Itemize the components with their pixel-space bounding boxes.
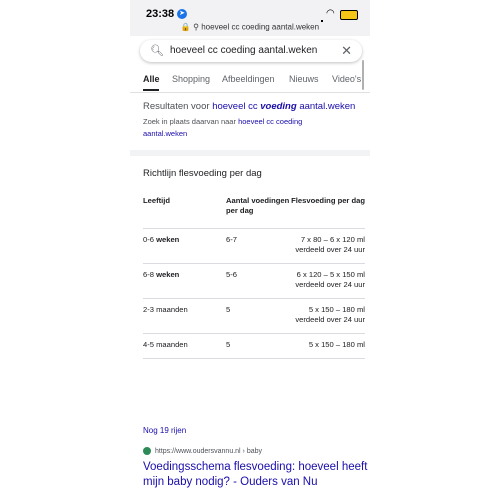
search-icon-small: ⚲ [193,22,199,32]
correction-prefix: Resultaten voor [143,101,210,112]
cell-age: 0-6 weken [143,229,226,264]
cell-count: 5 [226,334,291,359]
corrected-query-link[interactable]: hoeveel cc voeding aantal.weken [212,101,356,112]
result-source[interactable] [143,447,262,455]
cell-count: 5-6 [226,264,291,299]
cell-amount: 7 x 80 – 6 x 120 ml verdeeld over 24 uur [291,229,365,264]
tab-shopping[interactable]: Shopping [172,74,211,84]
location-icon: ➤ [177,9,187,19]
tab-scroll-indicator [362,60,364,90]
snippet-title: Richtlijn flesvoeding per dag [143,168,262,179]
table-row [143,299,365,334]
tab-videos[interactable]: Video's [332,74,362,84]
clock: 23:38 [146,8,175,20]
close-icon[interactable]: ✕ [341,43,352,58]
table-row [143,229,365,264]
cell-age: 4-5 maanden [143,334,226,359]
site-favicon [143,447,151,455]
search-tabs [130,70,370,93]
table-header-row [143,192,365,229]
tab-afbeeldingen[interactable]: Afbeeldingen [222,74,275,84]
more-rows-link[interactable]: Nog 19 rijen [143,426,187,435]
header-aantal: Aantal voedingen per dag [226,192,291,229]
search-input[interactable]: hoeveel cc coeding aantal.weken [170,45,318,56]
battery-icon [340,10,358,20]
cell-count: 5 [226,299,291,334]
search-instead [143,116,365,140]
result-title-link[interactable]: Voedingsschema flesvoeding: hoeveel heeft mijn baby nodig? - Ouders van Nu [143,461,368,488]
phone-screen [130,0,370,500]
cell-amount: 5 x 150 – 180 ml verdeeld over 24 uur [291,299,365,334]
table-row [143,334,365,359]
address-text: hoeveel cc coeding aantal.weken [201,22,320,32]
table-row [143,264,365,299]
active-tab-indicator [143,89,159,91]
cell-count: 6-7 [226,229,291,264]
original-query-link[interactable]: hoeveel cc coeding aantal.weken [143,117,303,138]
spelling-correction [143,101,365,112]
search-box[interactable] [140,40,362,62]
cell-amount: 6 x 120 – 5 x 150 ml verdeeld over 24 uur [291,264,365,299]
cell-amount: 5 x 150 – 180 ml [291,334,365,359]
header-leeftijd: Leeftijd [143,192,226,229]
search-icon: 🔍︎ [150,45,164,57]
header-flesvoeding: Flesvoeding per dag [291,192,365,229]
section-divider [130,150,370,156]
tab-nieuws[interactable]: Nieuws [289,74,319,84]
instead-prefix: Zoek in plaats daarvan naar [143,117,236,126]
lock-icon: 🔒 [180,22,191,32]
source-url: https://www.oudersvannu.nl › baby [155,447,263,455]
address-bar[interactable] [130,22,370,36]
feeding-table [143,192,365,359]
cell-age: 2-3 maanden [143,299,226,334]
cell-age: 6-8 weken [143,264,226,299]
tab-alle[interactable]: Alle [143,74,160,84]
wifi-icon: ◠ [326,8,335,19]
